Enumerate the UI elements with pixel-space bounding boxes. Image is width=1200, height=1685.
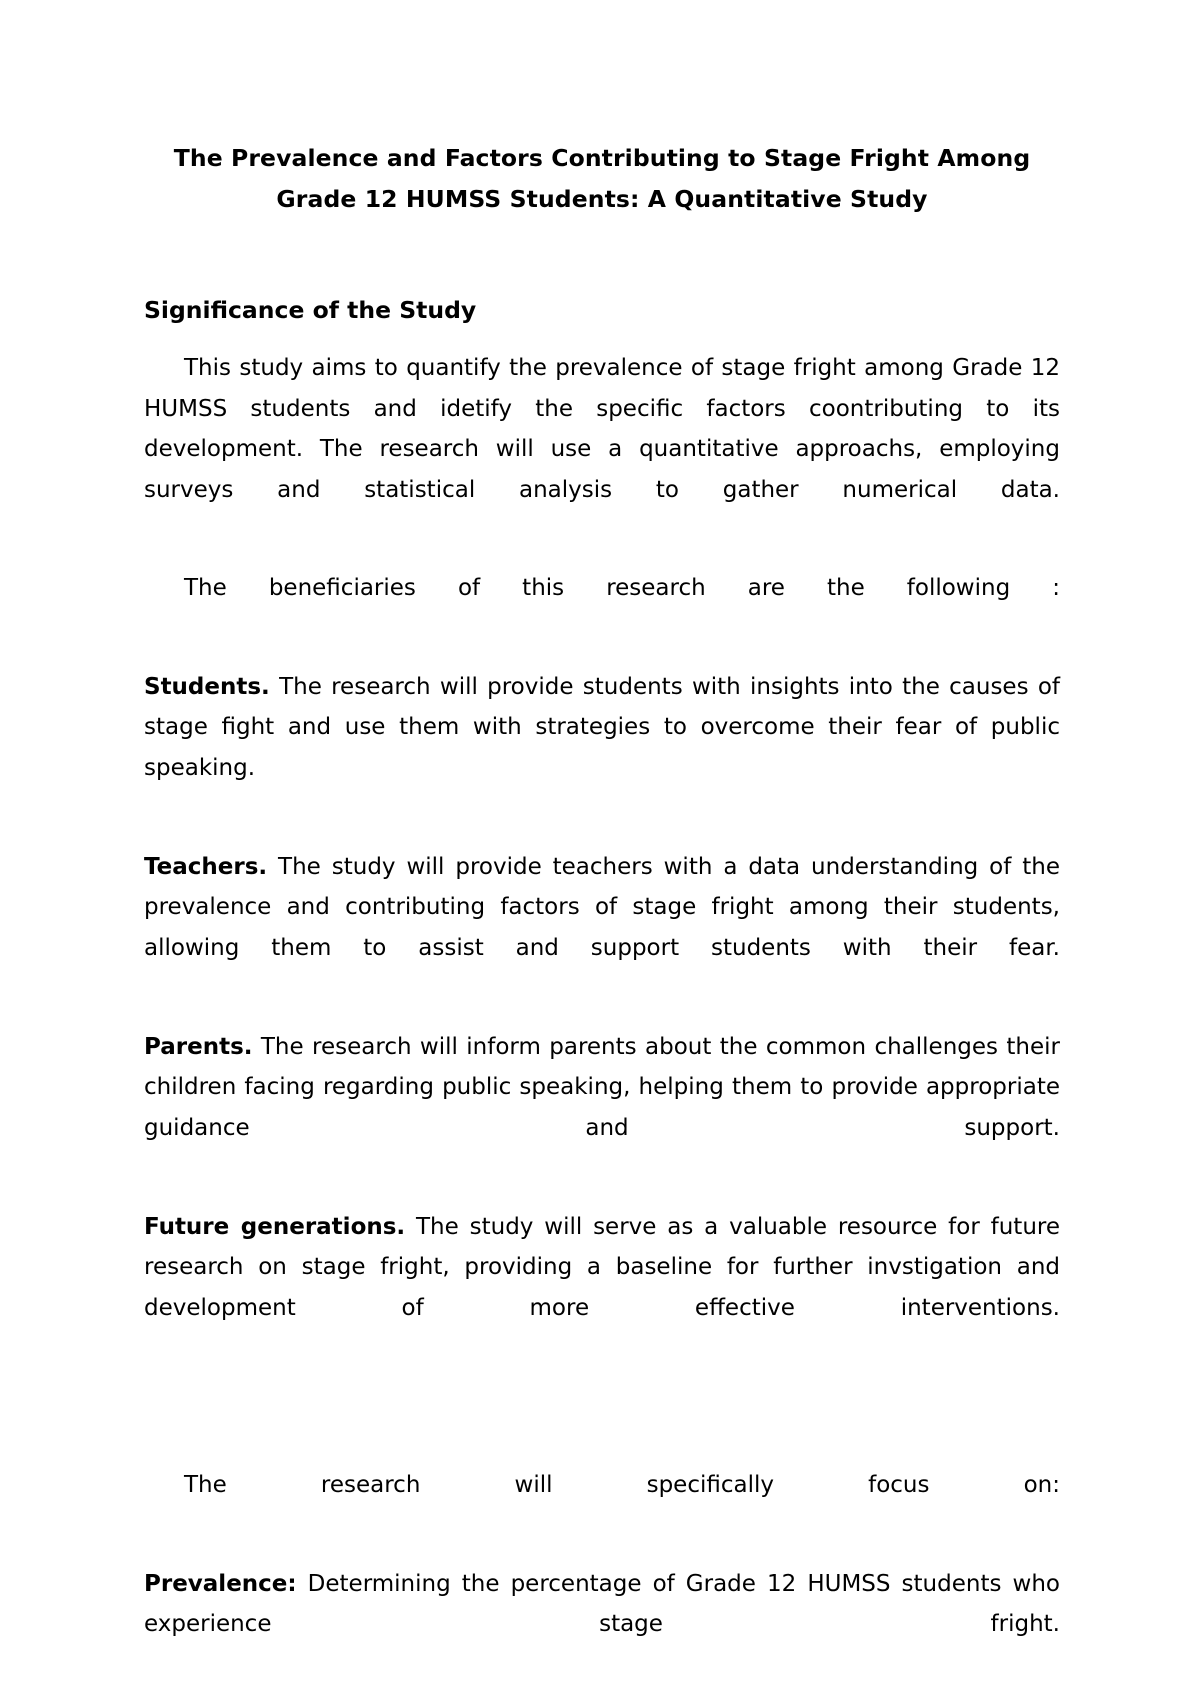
page-title [144,0,1060,220]
title-line-2: Grade 12 HUMSS Students: A Quantitative Study [144,179,1060,220]
paragraph-beneficiary-teachers [144,847,1060,1009]
beneficiary-label-parents: Parents. [144,1034,253,1060]
beneficiary-text-students: The research will provide students with insights into the causes of stage fight and use them with strategies to overcome their fear of public speaking. [144,674,1060,781]
beneficiary-label-future-generations: Future generations. [144,1214,405,1240]
beneficiary-label-students: Students. [144,674,270,700]
title-line-1: The Prevalence and Factors Contributing to Stage Fright Among [144,138,1060,179]
section-heading-significance: Significance of the Study [144,220,1060,330]
beneficiary-label-teachers: Teachers. [144,854,267,880]
beneficiary-text-future-generations: The study will serve as a valuable resource for future research on stage fright, providing a baseline for further invstigation and development of more effective interventions. [144,1214,1060,1321]
paragraph-focus-intro: The research will specifically focus on: [144,1465,1060,1546]
paragraph-beneficiary-students [144,667,1060,829]
focus-label-prevalence: Prevalence: [144,1571,297,1597]
paragraph-beneficiary-parents [144,1027,1060,1189]
paragraph-study-aim: This study aims to quantify the prevalence of stage fright among Grade 12 HUMSS students and idetify the specific factors coontributing to its development. The research will use a quantitative approachs, employing surveys and statistical analysis to gather numerical data. [144,330,1060,551]
beneficiary-text-teachers: The study will provide teachers with a data understanding of the prevalence and contributing factors of stage fright among their students, allowing them to assist and support students with their fear. [144,854,1060,961]
page-content [144,0,1060,1685]
focus-text-prevalence: Determining the percentage of Grade 12 HUMSS students who experience stage fright. [144,1571,1060,1638]
paragraph-beneficiaries-intro: The beneficiaries of this research are the following : [144,568,1060,649]
paragraph-beneficiary-future-generations [144,1207,1060,1369]
paragraph-focus-prevalence [144,1564,1060,1685]
beneficiary-text-parents: The research will inform parents about the common challenges their children facing regarding public speaking, helping them to provide appropriate guidance and support. [144,1034,1060,1141]
